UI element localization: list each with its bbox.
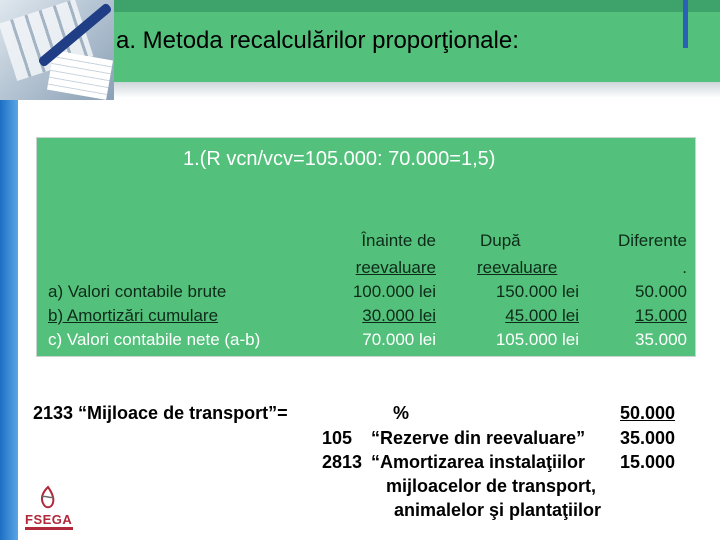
row-label-a: a) Valori contabile brute bbox=[48, 282, 227, 301]
header-after-line1: După bbox=[480, 231, 521, 250]
accent-line bbox=[683, 0, 688, 48]
row-after-c: 105.000 lei bbox=[495, 330, 579, 349]
ratio-line: 1.(R vcn/vcv=105.000: 70.000=1,5) bbox=[183, 148, 496, 170]
header-before-line2: reevaluare bbox=[355, 258, 436, 277]
entry-account-2-cont2: animalelor şi plantaţiilor bbox=[394, 500, 602, 520]
entry-amount-1: 35.000 bbox=[620, 428, 676, 448]
entry-percent: % bbox=[393, 403, 410, 423]
row-before-a: 100.000 lei bbox=[352, 282, 436, 301]
header-diff-line2: . bbox=[682, 258, 687, 277]
fsega-logo-underline bbox=[25, 527, 73, 530]
entry-debit: 2133 “Mijloace de transport”= bbox=[33, 403, 288, 423]
row-diff-c: 35.000 bbox=[635, 330, 687, 349]
calculator-image bbox=[0, 0, 114, 100]
entry-total: 50.000 bbox=[620, 403, 676, 423]
entry-account-1: 105 bbox=[322, 428, 353, 448]
entry-account-2-name: “Amortizarea instalaţiilor bbox=[371, 452, 586, 472]
row-before-c: 70.000 lei bbox=[362, 330, 436, 349]
paper-sheet bbox=[47, 50, 113, 100]
header-after-line2: reevaluare bbox=[477, 258, 558, 277]
entry-account-1-name: “Rezerve din reevaluare” bbox=[371, 428, 586, 448]
header-diff-line1: Diferente bbox=[618, 231, 687, 250]
fsega-logo-text: FSEGA bbox=[25, 512, 73, 527]
header-before-line1: Înainte de bbox=[361, 231, 436, 250]
row-diff-b: 15.000 bbox=[635, 306, 687, 325]
row-before-b: 30.000 lei bbox=[362, 306, 436, 325]
entry-amount-2: 15.000 bbox=[620, 452, 676, 472]
entry-account-2: 2813 bbox=[322, 452, 363, 472]
slide-title: a. Metoda recalculărilor proporţionale: bbox=[116, 27, 519, 54]
row-label-c: c) Valori contabile nete (a-b) bbox=[48, 330, 261, 349]
row-after-a: 150.000 lei bbox=[495, 282, 579, 301]
row-after-b: 45.000 lei bbox=[505, 306, 579, 325]
row-diff-a: 50.000 bbox=[635, 282, 687, 301]
row-label-b: b) Amortizări cumulare bbox=[48, 306, 219, 325]
left-blue-bar bbox=[0, 100, 18, 540]
fsega-logo-icon bbox=[36, 485, 60, 511]
entry-account-2-cont1: mijloacelor de transport, bbox=[386, 476, 597, 496]
